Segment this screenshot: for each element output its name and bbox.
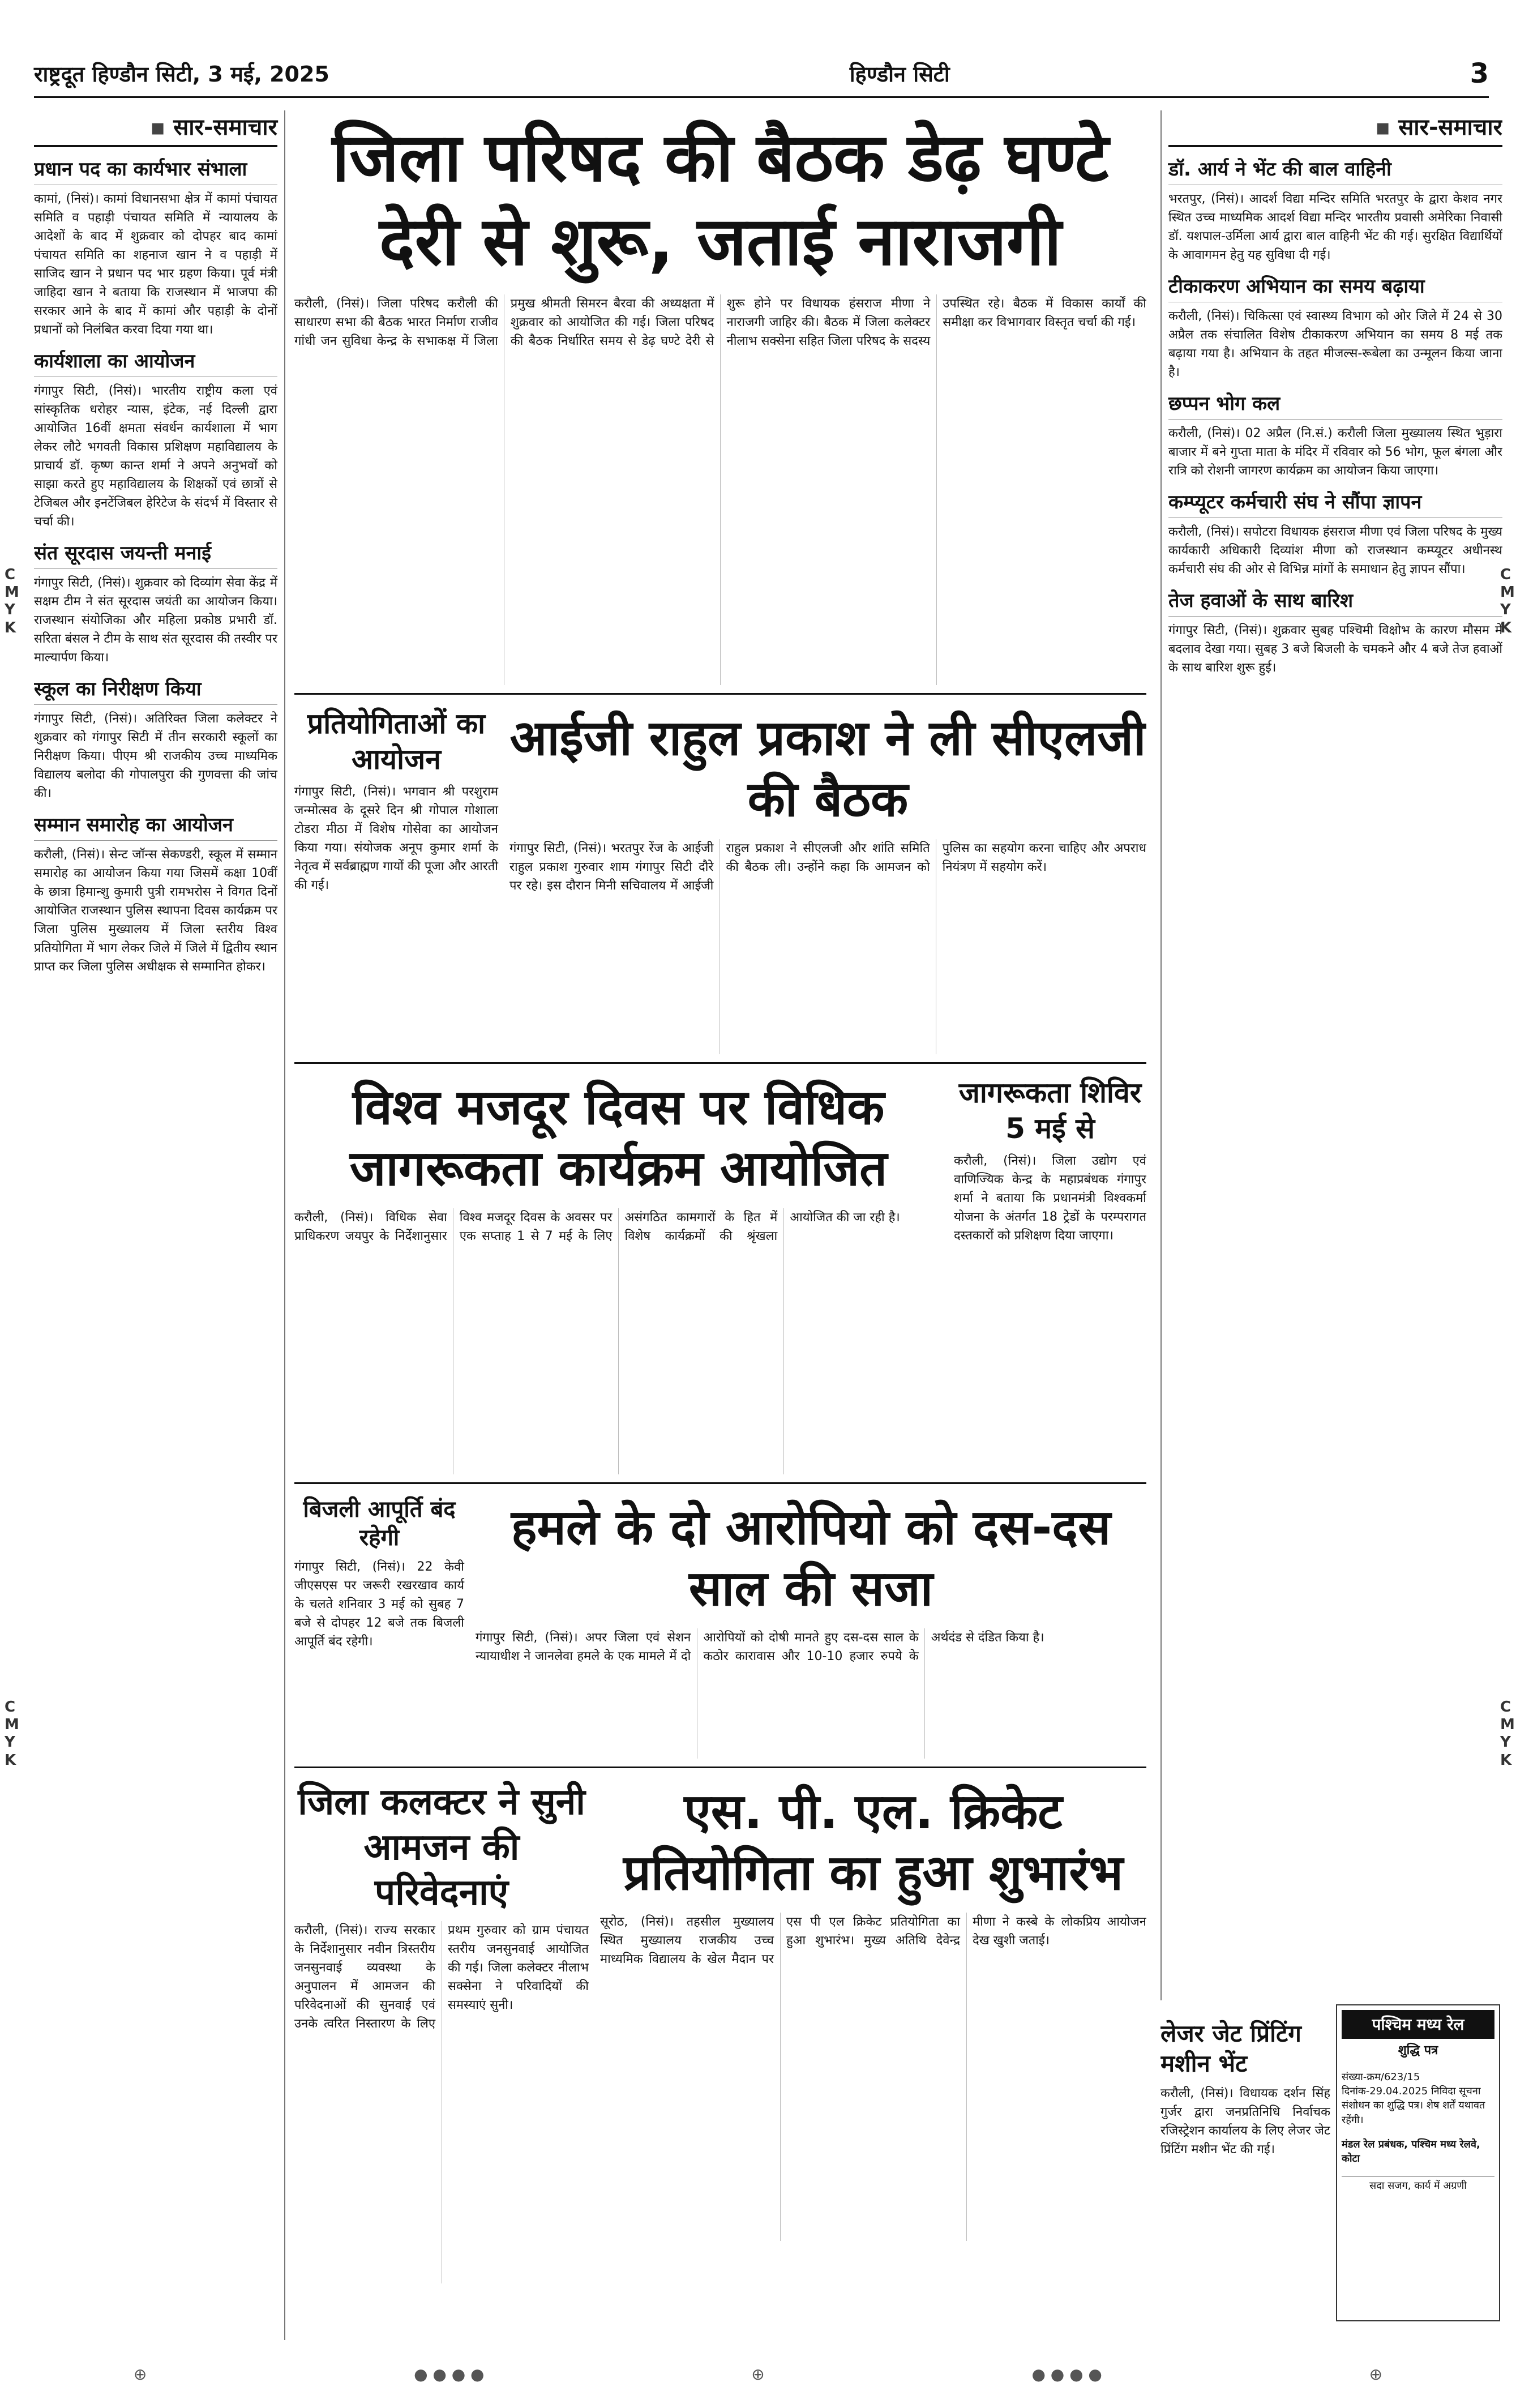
brief (1168, 488, 1502, 579)
court-headline: हमले के दो आरोपियो को दस-दस साल की सजा (511, 1499, 1111, 1617)
brief-text: कामां, (निसं)। कामां विधानसभा क्षेत्र में कामां पंचायत समिति व पहाड़ी पंचायत समिति में न्यायालय के आदेशों के बाद में शुक्रवार को दोपहर बाद कामां पंचायत समिति का शहनाज खान ने व पहाड़ी में साजिद खान ने प्रधान पद भार ग्रहण किया। पूर्व मंत्री जाहिदा खान ने बताया कि राजस्थान में भाजपा की सरकार आने के बाद में कामां और पहाड़ी के दोनों प्रधानों को निलंबित करवा दिया गया था। (34, 192, 277, 337)
page-number: 3 (1470, 58, 1489, 89)
print-registration-mark: C M Y K (1500, 566, 1515, 636)
collector-text: करौली, (निसं)। राज्य सरकार के निर्देशानुसार नवीन त्रिस्तरीय जनसुनवाई व्यवस्था के अनुपालन में आमजन की परिवेदनाओं की सुनवाई एवं उनके त्वरित निस्तारण के लिए प्रथम गुरुवार को ग्राम पंचायत स्तरीय जनसुनवाई आयोजित की गई। जिला कलेक्टर नीलाभ सक्सेना ने परिवादियों की समस्याएं सुनी। (294, 1923, 589, 2031)
crosshair-icon: ⊕ (1369, 2364, 1383, 2384)
side-text: गंगापुर सिटी, (निसं)। भगवान श्री परशुराम जन्मोत्सव के दूसरे दिन श्री गोपाल गोशाला टोडरा मीठा में विशेष गोसेवा का आयोजन किया गया। संयोजक अनूप कुमार शर्मा के नेतृत्व में सर्वब्राह्मण गायों की पूजा और आरती की गई। (294, 785, 498, 892)
right-column (1160, 110, 1502, 2000)
power-headline: बिजली आपूर्ति बंद रहेगी (303, 1496, 456, 1551)
brief-text: गंगापुर सिटी, (निसं)। भारतीय राष्ट्रीय कला एवं सांस्कृतिक धरोहर न्यास, इंटेक, नई दिल्ली द्वारा आयोजित 16वीं क्षमता संवर्धन कार्यशाला में भाग लेकर लौटे भगवती विकास प्रशिक्षण महाविद्यालय के प्राचार्य डॉ. कृष्ण कान्त शर्मा ने अपने अनुभवों को साझा करते हुए महाविद्यालय के शिक्षकों एवं छात्रों से टेजिबल और इनटेंजिबल हेरिटेज के संदर्भ में विस्तार से चर्चा की। (34, 384, 277, 529)
print-registration-mark: C M Y K (5, 1699, 19, 1769)
brief-headline: टीकाकरण अभियान का समय बढ़ाया (1168, 272, 1502, 302)
labor-block (294, 1062, 1146, 1474)
center-column (294, 110, 1146, 2340)
masthead-center: हिण्डौन सिटी (849, 62, 950, 87)
brief-headline: डॉ. आर्य ने भेंट की बाल वाहिनी (1168, 155, 1502, 185)
ad-headline: पश्चिम मध्य रेल (1342, 2010, 1494, 2039)
brief (1168, 390, 1502, 480)
brief (34, 675, 277, 803)
right-section-tag: ▪ सार-समाचार (1168, 110, 1502, 147)
brief (1168, 155, 1502, 264)
camp-text: करौली, (निसं)। जिला उद्योग एवं वाणिज्यिक केन्द्र के महाप्रबंधक गंगापुर शर्मा ने बताया कि प्रधानमंत्री विश्वकर्मा योजना के अंतर्गत 18 ट्रेडों के परम्परागत दस्तकारों को प्रशिक्षण दिया जाएगा। (954, 1154, 1146, 1243)
brief (34, 347, 277, 531)
brief (34, 811, 277, 976)
ad-body: संख्या-क्रम/623/15 दिनांक-29.04.2025 निविदा सूचना संशोधन का शुद्धि पत्र। शेष शर्तें यथावत रहेंगी। (1342, 2071, 1485, 2126)
brief-headline: तेज हवाओं के साथ बारिश (1168, 587, 1502, 617)
side-story (294, 703, 498, 1054)
collector-story (294, 1776, 589, 2283)
brief-headline: स्कूल का निरीक्षण किया (34, 675, 277, 705)
brief-text: करौली, (निसं)। चिकित्सा एवं स्वास्थ्य विभाग को ओर जिले में 24 से 30 अप्रैल तक संचालित विशेष टीकाकरण अभियान का समय 8 मई तक बढ़ाया गया है। अभियान के तहत मीजल्स-रूबेला का उन्मूलन किया जाना है। (1168, 309, 1502, 379)
cricket-text: सूरोठ, (निसं)। तहसील मुख्यालय स्थित मुख्यालय राजकीय उच्च माध्यमिक विद्यालय के खेल मैदान पर एस पी एल क्रिकेट प्रतियोगिता का हुआ शुभारंभ। मुख्य अतिथि देवेन्द्र मीणा ने कस्बे के लोकप्रिय आयोजन देख खुशी जताई। (600, 1915, 1146, 1966)
masthead (34, 51, 1489, 98)
labor-headline: विश्व मजदूर दिवस पर विधिक जागरूकता कार्यक्रम आयोजित (349, 1079, 888, 1197)
laser-text: करौली, (निसं)। विधायक दर्शन सिंह गुर्जर द्वारा जनप्रतिनिधि निर्वाचक रजिस्ट्रेशन कार्यालय के लिए लेजर जेट प्रिंटिंग मशीन भेंट की गई। (1160, 2086, 1330, 2157)
camp-headline: जागरूकता शिविर 5 मई से (958, 1076, 1142, 1145)
brief-headline: प्रधान पद का कार्यभार संभाला (34, 155, 277, 185)
camp-story (954, 1072, 1146, 1474)
ig-headline: आईजी राहुल प्रकाश ने ली सीएलजी की बैठक (509, 710, 1146, 828)
brief-headline: छप्पन भोग कल (1168, 390, 1502, 420)
dots-icon: ● ● ● ● (1031, 2364, 1102, 2384)
railway-ad (1336, 2004, 1500, 2321)
brief-text: करौली, (निसं)। सेन्ट जॉन्स सेकण्डरी, स्कूल में सम्मान समारोह का आयोजन किया गया जिसमें कक्षा 10वीं के छात्रा हिमान्शु कुमारी पुत्री रामभरोस ने विगत दिनों आयोजित राजस्थान पुलिस स्थापना दिवस कार्यक्रम पर जिला पुलिस मुख्यालय में जिला स्तरीय विश्व प्रतियोगिता में भाग लेकर जिले में जिले में द्वितीय स्थान प्राप्त कर जिला पुलिस अधीक्षक से सम्मानित होकर। (34, 848, 277, 974)
laser-headline: लेजर जेट प्रिंटिंग मशीन भेंट (1160, 2020, 1301, 2077)
brief-headline: संत सूरदास जयन्ती मनाई (34, 539, 277, 569)
lead-story (294, 294, 1146, 685)
crosshair-icon: ⊕ (133, 2364, 147, 2384)
brief-headline: कम्प्यूटर कर्मचारी संघ ने सौंपा ज्ञापन (1168, 488, 1502, 518)
brief-text: भरतपुर, (निसं)। आदर्श विद्या मन्दिर समिति भरतपुर के द्वारा केशव नगर स्थित उच्च माध्यमिक आदर्श विद्या मन्दिर भारतीय प्रवासी अमेरिका निवासी डॉ. यशपाल-उर्मिला आर्य द्वारा बाल वाहिनी भेंट की गई। सुरक्षित विद्यार्थियों के आवागमन हेतु यह सुविधा दी गई। (1168, 192, 1502, 262)
brief-text: करौली, (निसं)। 02 अप्रैल (नि.सं.) करौली जिला मुख्यालय स्थित भुड़ारा बाजार में बने गुप्ता माता के मंदिर में रविवार को 56 भोग, फूल बंगला और रात्रि को रोशनी जागरण कार्यक्रम का आयोजन किया जाएगा। (1168, 426, 1502, 478)
brief-text: गंगापुर सिटी, (निसं)। शुक्रवार को दिव्यांग सेवा केंद्र में सक्षम टीम ने संत सूरदास जयंती का आयोजन किया। राजस्थान संयोजिका और महिला प्रकोष्ठ प्रभारी डॉ. सरिता बंसल ने टीम के साथ संत सूरदास की तस्वीर पर माल्यार्पण किया। (34, 576, 277, 665)
ad-slogan: सदा सजग, कार्य में अग्रणी (1342, 2176, 1494, 2193)
ig-text: गंगापुर सिटी, (निसं)। भरतपुर रेंज के आईजी राहुल प्रकाश गुरुवार शाम गंगापुर सिटी दौरे पर रहे। इस दौरान मिनी सचिवालय में आईजी राहुल प्रकाश ने सीएलजी और शांति समिति की बैठक ली। उन्होंने कहा कि आमजन को पुलिस का सहयोग करना चाहिए और अपराध नियंत्रण में सहयोग करें। (509, 841, 1146, 893)
brief (1168, 587, 1502, 677)
court-text: गंगापुर सिटी, (निसं)। अपर जिला एवं सेशन न्यायाधीश ने जानलेवा हमले के एक मामले में दो आरोपियों को दोषी मानते हुए दस-दस साल के कठोर कारावास और 10-10 हजार रुपये के अर्थदंड से दंडित किया है। (476, 1631, 1044, 1663)
dots-icon: ● ● ● ● (414, 2364, 485, 2384)
power-text: गंगापुर सिटी, (निसं)। 22 केवी जीएसएस पर जरूरी रखरखाव कार्य के चलते शनिवार 3 मई को सुबह 7 बजे से दोपहर 12 बजे तक बिजली आपूर्ति बंद रहेगी। (294, 1560, 464, 1649)
masthead-left: राष्ट्रदूत हिण्डौन सिटी, 3 मई, 2025 (34, 62, 329, 87)
print-footer-marks (0, 2363, 1516, 2385)
labor-story (294, 1072, 943, 1474)
brief-text: गंगापुर सिटी, (निसं)। अतिरिक्त जिला कलेक्टर ने शुक्रवार को गंगापुर सिटी में तीन सरकारी स्कूलों का निरीक्षण किया। पीएम श्री राजकीय उच्च माध्यमिक विद्यालय बलोदा की गोपालपुरा की गुणवत्ता की जांच की। (34, 712, 277, 801)
collector-headline: जिला कलक्टर ने सुनी आमजन की परिवेदनाएं (298, 1781, 585, 1914)
brief (34, 155, 277, 339)
ig-block (294, 693, 1146, 1054)
brief-headline: सम्मान समारोह का आयोजन (34, 811, 277, 841)
bottom-block (294, 1767, 1146, 2283)
side-headline: प्रतियोगिताओं का आयोजन (307, 707, 486, 776)
ad-footer: मंडल रेल प्रबंधक, पश्चिम मध्य रेलवे, कोटा (1342, 2138, 1480, 2165)
power-story (294, 1492, 464, 1759)
court-story (476, 1492, 1146, 1759)
court-block (294, 1482, 1146, 1759)
brief-text: गंगापुर सिटी, (निसं)। शुक्रवार सुबह पश्चिमी विक्षोभ के कारण मौसम में बदलाव देखा गया। सुबह 3 बजे बिजली के चमकने और 4 बजे तेज हवाओं के साथ बारिश शुरू हुई। (1168, 623, 1502, 675)
brief (34, 539, 277, 667)
print-registration-mark: C M Y K (1500, 1699, 1515, 1769)
lead-story-text: करौली, (निसं)। जिला परिषद करौली की साधारण सभा की बैठक भारत निर्माण राजीव गांधी जन सुविधा केन्द्र के सभाकक्ष में जिला प्रमुख श्रीमती सिमरन बैरवा की अध्यक्षता में शुक्रवार को आयोजित की गई। जिला परिषद की बैठक निर्धारित समय से डेढ़ घण्टे देरी से शुरू होने पर विधायक हंसराज मीणा ने नाराजगी जाहिर की। बैठक में जिला कलेक्टर नीलाभ सक्सेना सहित जिला परिषद के सदस्य उपस्थित रहे। बैठक में विकास कार्यों की समीक्षा कर विभागवार विस्तृत चर्चा की गई। (294, 297, 1146, 348)
brief-headline: कार्यशाला का आयोजन (34, 347, 277, 377)
laser-story (1160, 2016, 1330, 2299)
ad-subtitle: शुद्धि पत्र (1398, 2043, 1438, 2058)
brief (1168, 272, 1502, 382)
lead-headline: जिला परिषद की बैठक डेढ़ घण्टे देरी से शुरू, जताई नाराजगी (332, 118, 1109, 280)
left-column (34, 110, 285, 2340)
labor-text: करौली, (निसं)। विधिक सेवा प्राधिकरण जयपुर के निर्देशानुसार विश्व मजदूर दिवस के अवसर पर एक सप्ताह 1 से 7 मई के लिए असंगठित कामगारों के हित में विशेष कार्यक्रमों की श्रृंखला आयोजित की जा रही है। (294, 1211, 900, 1243)
cricket-story (600, 1776, 1146, 2283)
ig-story (509, 703, 1146, 1054)
print-registration-mark: C M Y K (5, 566, 19, 636)
left-section-tag: ▪ सार-समाचार (34, 110, 277, 147)
brief-text: करौली, (निसं)। सपोटरा विधायक हंसराज मीणा एवं जिला परिषद के मुख्य कार्यकारी अधिकारी दिव्यांश मीणा को राजस्थान कम्प्यूटर अधीनस्थ कर्मचारी संघ की ओर से विभिन्न मांगों के समाधान हेतु ज्ञापन सौंपा। (1168, 525, 1502, 576)
crosshair-icon: ⊕ (751, 2364, 765, 2384)
cricket-headline: एस. पी. एल. क्रिकेट प्रतियोगिता का हुआ शुभारंभ (623, 1783, 1123, 1901)
